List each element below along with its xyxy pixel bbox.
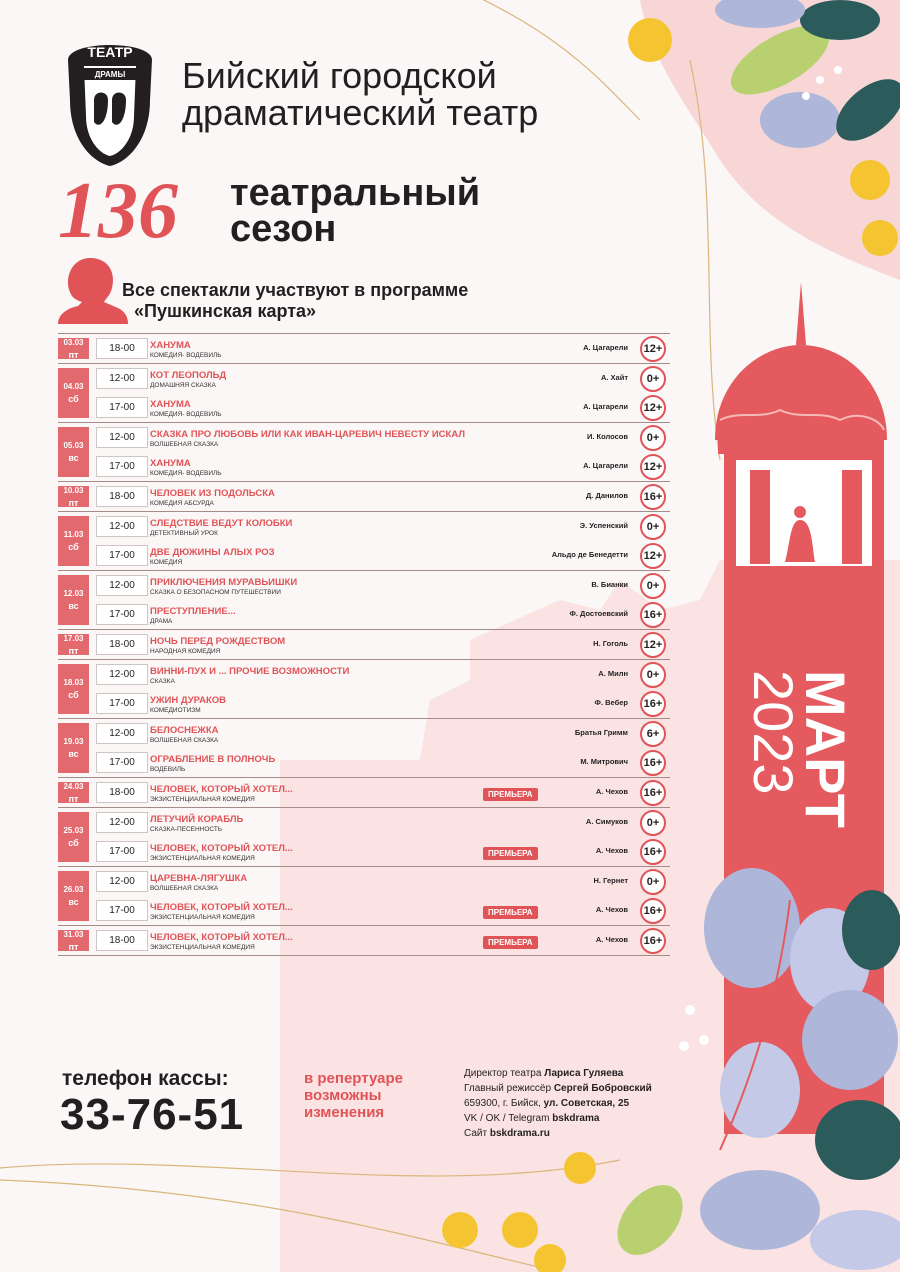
performance-time: 18-00 [96,782,148,803]
performance-row[interactable] [58,660,670,689]
day-date: 31.03 [63,929,84,939]
performance-genre: СКАЗКА О БЕЗОПАСНОМ ПУТЕШЕСТВИИ [150,589,281,596]
age-rating-badge: 16+ [640,484,666,510]
social-row [464,1111,652,1126]
performance-time: 12-00 [96,516,148,537]
premiere-badge: ПРЕМЬЕРА [483,847,538,860]
day-date: 04.03 [63,382,84,391]
leaf-shape [700,1170,820,1250]
chief-label: Главный режиссёр [464,1083,552,1094]
performance-title: ХАНУМА [150,458,191,469]
performance-author: А. Хайт [600,373,628,382]
site-label: Сайт [464,1128,488,1139]
day-weekday: сб [68,690,79,700]
performance-title: БЕЛОСНЕЖКА [150,725,219,736]
performance-author: А. Милн [598,669,628,678]
note-line1: в репертуаре [304,1070,403,1087]
schedule-day [58,511,670,570]
performance-author: А. Цагарели [583,402,628,411]
schedule-day [58,629,670,659]
performance-title: ПРИКЛЮЧЕНИЯ МУРАВЬИШКИ [150,577,298,588]
day-weekday: сб [68,394,79,404]
day-weekday: вс [68,453,79,463]
performance-time: 18-00 [96,486,148,507]
director-name: Лариса Гуляева [544,1068,624,1079]
performance-author: А. Чехов [595,905,628,914]
age-rating-badge: 0+ [640,366,666,392]
address-label: 659300, г. Бийск, [464,1098,541,1109]
age-rating-badge: 12+ [640,336,666,362]
age-rating-badge: 0+ [640,514,666,540]
flower-shape [564,1152,596,1184]
performance-author: А. Симуков [585,817,628,826]
flower-shape [502,1212,538,1248]
performance-genre: ЭКЗИСТЕНЦИАЛЬНАЯ КОМЕДИЯ [150,855,255,862]
performance-title: ХАНУМА [150,340,191,351]
performance-row[interactable] [58,364,670,393]
age-rating-badge: 16+ [640,602,666,628]
performance-author: Ф. Вебер [594,698,628,707]
performance-row[interactable] [58,571,670,600]
performance-author: А. Цагарели [583,343,628,352]
schedule-day [58,659,670,718]
performance-title: СКАЗКА ПРО ЛЮБОВЬ ИЛИ КАК ИВАН-ЦАРЕВИЧ НЕВЕСТУ ИСКАЛ [150,429,465,440]
performance-genre: НАРОДНАЯ КОМЕДИЯ [150,648,221,655]
age-rating-badge: 16+ [640,839,666,865]
director-row [464,1066,652,1081]
performance-title: ДВЕ ДЮЖИНЫ АЛЫХ РОЗ [150,547,275,558]
box-office-label: телефон кассы: [62,1067,229,1090]
performance-time: 17-00 [96,900,148,921]
leaf-shape [800,0,880,40]
day-date: 12.03 [63,589,84,598]
performance-time: 17-00 [96,841,148,862]
schedule-day [58,333,670,363]
performance-genre: ВОДЕВИЛЬ [150,766,186,773]
day-date: 24.03 [63,781,84,791]
schedule-day [58,481,670,511]
performance-time: 12-00 [96,723,148,744]
performance-genre: СКАЗКА [150,678,175,685]
performance-row[interactable] [58,600,670,629]
flower-shape [628,18,672,62]
performance-genre: ДЕТЕКТИВНЫЙ УРОК [150,530,218,537]
day-weekday: вс [68,749,79,759]
schedule-day [58,807,670,866]
performance-time: 12-00 [96,427,148,448]
day-date: 11.03 [63,530,84,539]
schedule-day [58,925,670,956]
performance-genre: КОМЕДИЯ [150,559,183,566]
address-value: ул. Советская, 25 [543,1098,630,1109]
day-weekday: пт [68,349,79,360]
performance-time: 17-00 [96,456,148,477]
day-date: 25.03 [63,826,84,835]
day-date: 17.03 [63,633,84,643]
age-rating-badge: 16+ [640,691,666,717]
performance-title: СЛЕДСТВИЕ ВЕДУТ КОЛОБКИ [150,518,293,529]
social-handle[interactable]: bskdrama [552,1113,600,1124]
day-weekday: пт [68,941,79,952]
schedule-day [58,422,670,481]
performance-time: 12-00 [96,812,148,833]
performance-time: 17-00 [96,545,148,566]
performance-title: ВИННИ-ПУХ И ... ПРОЧИЕ ВОЗМОЖНОСТИ [150,666,350,677]
age-rating-badge: 0+ [640,662,666,688]
performance-time: 18-00 [96,338,148,359]
schedule-day [58,718,670,777]
performance-title: ЛЕТУЧИЙ КОРАБЛЬ [150,814,244,825]
day-weekday: пт [68,793,79,804]
performance-time: 18-00 [96,930,148,951]
performance-time: 12-00 [96,575,148,596]
note-line3: изменения [304,1104,385,1121]
theatre-name-line2: драматический театр [182,92,539,133]
address-row [464,1096,652,1111]
month-year: 2023 [742,670,805,795]
performance-title: ЧЕЛОВЕК ИЗ ПОДОЛЬСКА [150,488,275,499]
schedule-table [58,333,670,956]
performance-title: ОГРАБЛЕНИЕ В ПОЛНОЧЬ [150,754,276,765]
chief-name: Сергей Бобровский [553,1083,652,1094]
performance-genre: ЭКЗИСТЕНЦИАЛЬНАЯ КОМЕДИЯ [150,796,255,803]
performance-author: Ф. Достоевский [569,609,628,618]
theatre-logo [54,30,166,168]
pushkin-card-name: «Пушкинская карта» [134,301,317,321]
performance-time: 12-00 [96,664,148,685]
age-rating-badge: 6+ [640,721,666,747]
performance-time: 17-00 [96,397,148,418]
performance-author: А. Чехов [595,935,628,944]
performance-author: Э. Успенский [579,521,628,530]
age-rating-badge: 16+ [640,780,666,806]
performance-title: ЧЕЛОВЕК, КОТОРЫЙ ХОТЕЛ... [150,932,293,943]
performance-title: КОТ ЛЕОПОЛЬД [150,370,227,381]
schedule-day [58,363,670,422]
performance-author: Братья Гримм [574,728,628,737]
performance-title: НОЧЬ ПЕРЕД РОЖДЕСТВОМ [150,636,286,647]
note-line2: возможны [304,1087,382,1104]
season-line2: сезон [230,208,337,250]
performance-time: 18-00 [96,634,148,655]
performance-row[interactable] [58,452,670,481]
performance-title: ХАНУМА [150,399,191,410]
age-rating-badge: 0+ [640,810,666,836]
performance-title: ЦАРЕВНА-ЛЯГУШКА [150,873,248,884]
performance-genre: ДРАМА [150,618,173,625]
performance-genre: СКАЗКА-ПЕСЕННОСТЬ [150,826,223,833]
schedule-day [58,570,670,629]
performance-row[interactable] [58,512,670,541]
box-office-phone[interactable]: 33-76-51 [60,1090,245,1139]
month-name: МАРТ [794,670,857,828]
schedule-day [58,777,670,807]
performance-title: ЧЕЛОВЕК, КОТОРЫЙ ХОТЕЛ... [150,784,293,795]
performance-row[interactable] [58,808,670,837]
day-date: 05.03 [63,441,84,450]
day-date: 10.03 [63,485,84,495]
logo-top-text: ТЕАТР [87,44,133,60]
performance-genre: ЭКЗИСТЕНЦИАЛЬНАЯ КОМЕДИЯ [150,944,255,951]
day-date: 19.03 [63,737,84,746]
day-weekday: сб [68,542,79,552]
day-weekday: пт [68,497,79,508]
performance-genre: КОМЕДИЯ АБСУРДА [150,500,214,507]
age-rating-badge: 16+ [640,928,666,954]
age-rating-badge: 0+ [640,425,666,451]
performance-time: 17-00 [96,604,148,625]
performance-row[interactable] [58,482,670,511]
performance-row[interactable] [58,926,670,955]
age-rating-badge: 12+ [640,454,666,480]
month-banner [726,660,882,860]
performance-genre: ВОЛШЕБНАЯ СКАЗКА [150,737,219,744]
performance-row[interactable] [58,630,670,659]
performance-genre: КОМЕДИЯ- ВОДЕВИЛЬ [150,352,222,359]
day-weekday: пт [68,645,79,656]
performance-title: ЧЕЛОВЕК, КОТОРЫЙ ХОТЕЛ... [150,902,293,913]
schedule-day [58,866,670,925]
performance-genre: ДОМАШНЯЯ СКАЗКА [150,382,216,389]
performance-author: Н. Гернет [593,876,628,885]
age-rating-badge: 12+ [640,632,666,658]
age-rating-badge: 0+ [640,573,666,599]
performance-row[interactable] [58,719,670,748]
performance-time: 12-00 [96,871,148,892]
performance-row[interactable] [58,867,670,896]
repertoire-note [304,1070,454,1121]
season-line1: театральный [230,172,481,214]
performance-row[interactable] [58,541,670,570]
performance-author: А. Чехов [595,846,628,855]
day-date: 26.03 [63,885,84,894]
performance-row[interactable] [58,334,670,363]
performance-title: ЧЕЛОВЕК, КОТОРЫЙ ХОТЕЛ... [150,843,293,854]
age-rating-badge: 12+ [640,543,666,569]
performance-time: 12-00 [96,368,148,389]
performance-author: Н. Гоголь [593,639,628,648]
pushkin-portrait [58,252,128,324]
performance-row[interactable] [58,837,670,866]
premiere-badge: ПРЕМЬЕРА [483,936,538,949]
social-label: VK / OK / Telegram [464,1113,550,1124]
leaf-shape [802,990,898,1090]
season-number: 136 [58,167,178,255]
age-rating-badge: 16+ [640,750,666,776]
performance-row[interactable] [58,689,670,718]
performance-genre: ВОЛШЕБНАЯ СКАЗКА [150,885,219,892]
performance-author: А. Цагарели [583,461,628,470]
performance-genre: КОМЕДИЯ- ВОДЕВИЛЬ [150,411,222,418]
flower-shape [850,160,890,200]
site-row [464,1126,652,1141]
performance-row[interactable] [58,393,670,422]
performance-row[interactable] [58,896,670,925]
performance-row[interactable] [58,778,670,807]
performance-genre: ВОЛШЕБНАЯ СКАЗКА [150,441,219,448]
leaf-shape [760,92,840,148]
day-weekday: сб [68,838,79,848]
performance-time: 17-00 [96,752,148,773]
performance-title: УЖИН ДУРАКОВ [150,695,227,706]
flower-shape [442,1212,478,1248]
theatre-name [182,57,538,131]
day-weekday: вс [68,601,79,611]
day-date: 18.03 [63,678,84,687]
performance-title: ПРЕСТУПЛЕНИЕ... [150,606,236,617]
performance-genre: КОМЕДИЯ- ВОДЕВИЛЬ [150,470,222,477]
pushkin-program-text: Все спектакли участвуют в программе [122,280,469,300]
day-date: 03.03 [63,337,84,347]
season-label [230,172,481,250]
age-rating-badge: 0+ [640,869,666,895]
director-label: Директор театра [464,1068,542,1079]
performance-genre: ЭКЗИСТЕНЦИАЛЬНАЯ КОМЕДИЯ [150,914,255,921]
performance-row[interactable] [58,748,670,777]
site-link[interactable]: bskdrama.ru [489,1128,550,1139]
day-weekday: вс [68,897,79,907]
logo-band-text: ДРАМЫ [94,70,126,79]
performance-time: 17-00 [96,693,148,714]
theatre-name-line1: Бийский городской [182,55,497,96]
contacts-block [464,1066,652,1141]
performance-author: И. Колосов [586,432,628,441]
performance-genre: КОМЕДИОТИЗМ [150,707,201,714]
premiere-badge: ПРЕМЬЕРА [483,906,538,919]
performance-row[interactable] [58,423,670,452]
flower-shape [862,220,898,256]
leaf-shape [842,890,900,970]
age-rating-badge: 12+ [640,395,666,421]
premiere-badge: ПРЕМЬЕРА [483,788,538,801]
performance-author: Альдо де Бенедетти [551,550,628,559]
performance-author: Д. Данилов [585,491,628,500]
age-rating-badge: 16+ [640,898,666,924]
performance-author: А. Чехов [595,787,628,796]
performance-author: В. Бианки [591,580,628,589]
performance-author: М. Митрович [580,757,628,766]
chief-row [464,1081,652,1096]
